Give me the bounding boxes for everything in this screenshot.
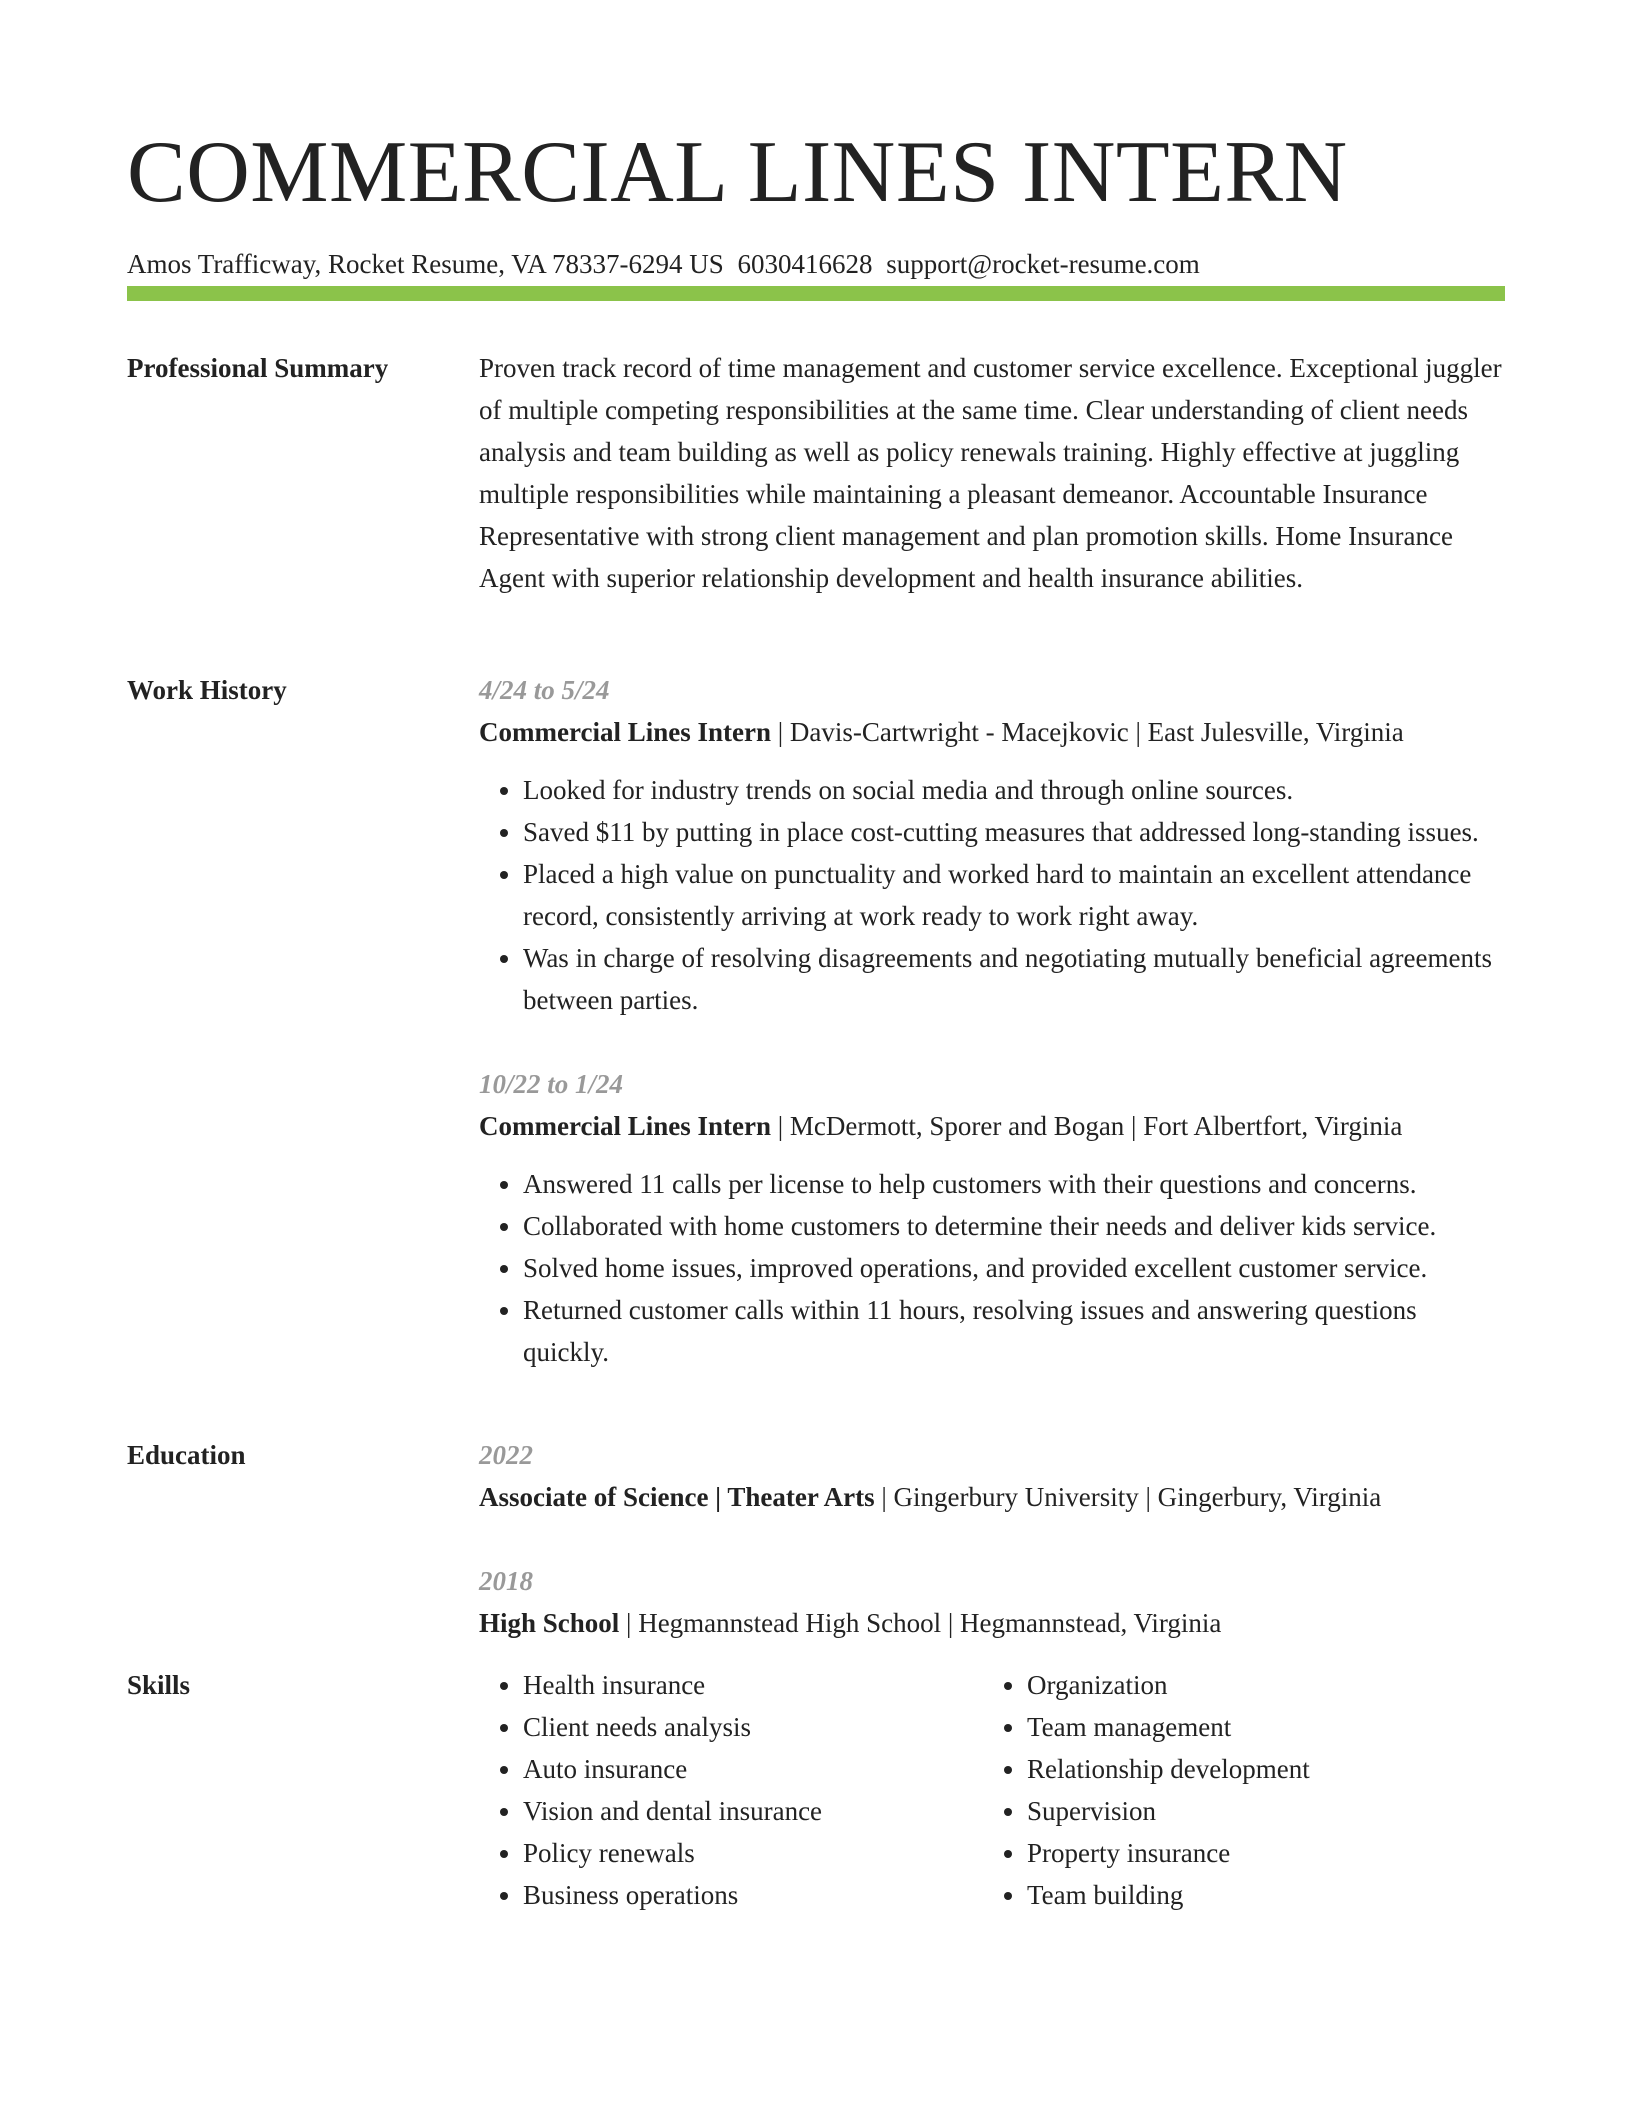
work-history-label: Work History (127, 675, 287, 705)
job-bullet: • Placed a high value on punctuality and worked hard to maintain an excellent attendance record, consistently arriving at work ready to work right away. (523, 853, 1505, 937)
job-role (479, 1105, 1505, 1147)
resume-title: COMMERCIAL LINES INTERN (127, 124, 1348, 221)
education-degree: High School (479, 1608, 620, 1638)
summary-body (479, 347, 1505, 599)
skill-item: • Property insurance (1027, 1832, 1487, 1874)
skill-item: • Auto insurance (523, 1748, 983, 1790)
education-school: | Gingerbury University | Gingerbury, Virginia (874, 1482, 1382, 1512)
contact-phone: 6030416628 (737, 249, 873, 279)
summary-text: Proven track record of time management and customer service excellence. Exceptional juggler of multiple competing responsibilities at the same time. Clear understanding of client needs analysis and team building as well as policy renewals training. Highly effective at juggling multiple responsibilities while maintaining a pleasant demeanor. Accountable Insurance Representative with strong client management and plan promotion skills. Home Insurance Agent with superior relationship development and health insurance abilities. (479, 353, 1502, 593)
skill-item: • Relationship development (1027, 1748, 1487, 1790)
job-bullet: • Looked for industry trends on social media and through online sources. (523, 769, 1505, 811)
skills-columns (479, 1664, 1505, 1916)
education-entry (479, 1560, 1505, 1644)
job-dates: 10/22 to 1/24 (479, 1069, 624, 1099)
resume-header (127, 118, 1505, 282)
contact-address: Amos Trafficway, Rocket Resume, VA 78337-6294 US (127, 249, 724, 279)
summary-label: Professional Summary (127, 353, 389, 383)
job-role (479, 711, 1505, 753)
education-degree: Associate of Science | Theater Arts (479, 1482, 875, 1512)
job-title: Commercial Lines Intern (479, 717, 771, 747)
job-employer: | Davis-Cartwright - Macejkovic | East Julesville, Virginia (770, 717, 1404, 747)
job-bullet: • Collaborated with home customers to determine their needs and deliver kids service. (523, 1205, 1505, 1247)
skills-column-1 (479, 1664, 983, 1916)
education-year: 2022 (479, 1440, 533, 1470)
skills-column-2 (983, 1664, 1487, 1916)
job-employer: | McDermott, Sporer and Bogan | Fort Albertfort, Virginia (770, 1111, 1403, 1141)
job-dates: 4/24 to 5/24 (479, 675, 610, 705)
education-year: 2018 (479, 1566, 533, 1596)
job-bullet: • Was in charge of resolving disagreements and negotiating mutually beneficial agreements between parties. (523, 937, 1505, 1021)
job-entry (479, 1063, 1505, 1373)
skill-item: • Health insurance (523, 1664, 983, 1706)
work-history-body (479, 669, 1505, 1373)
job-title: Commercial Lines Intern (479, 1111, 771, 1141)
skill-item: • Business operations (523, 1874, 983, 1916)
education-body (479, 1434, 1505, 1644)
job-bullet: • Answered 11 calls per license to help customers with their questions and concerns. (523, 1163, 1505, 1205)
accent-divider (127, 286, 1505, 301)
skill-item: • Team building (1027, 1874, 1487, 1916)
job-bullet: • Returned customer calls within 11 hours, resolving issues and answering questions quickly. (523, 1289, 1505, 1373)
job-bullet: • Solved home issues, improved operations, and provided excellent customer service. (523, 1247, 1505, 1289)
job-bullet: • Saved $11 by putting in place cost-cutting measures that addressed long-standing issues. (523, 811, 1505, 853)
skill-item: • Supervision (1027, 1790, 1487, 1832)
skill-item: • Client needs analysis (523, 1706, 983, 1748)
contact-email: support@rocket-resume.com (886, 249, 1200, 279)
job-bullets (479, 769, 1505, 1021)
skill-item: • Vision and dental insurance (523, 1790, 983, 1832)
education-school: | Hegmannstead High School | Hegmannstead, Virginia (619, 1608, 1222, 1638)
skill-item: • Policy renewals (523, 1832, 983, 1874)
skill-item: • Organization (1027, 1664, 1487, 1706)
contact-line (127, 246, 1505, 282)
job-entry (479, 669, 1505, 1021)
skills-body (479, 1664, 1505, 1916)
job-bullets (479, 1163, 1505, 1373)
education-degree-line (479, 1476, 1505, 1518)
skills-label: Skills (127, 1670, 191, 1700)
skill-item: • Team management (1027, 1706, 1487, 1748)
education-entry (479, 1434, 1505, 1518)
education-degree-line (479, 1602, 1505, 1644)
education-label: Education (127, 1440, 246, 1470)
